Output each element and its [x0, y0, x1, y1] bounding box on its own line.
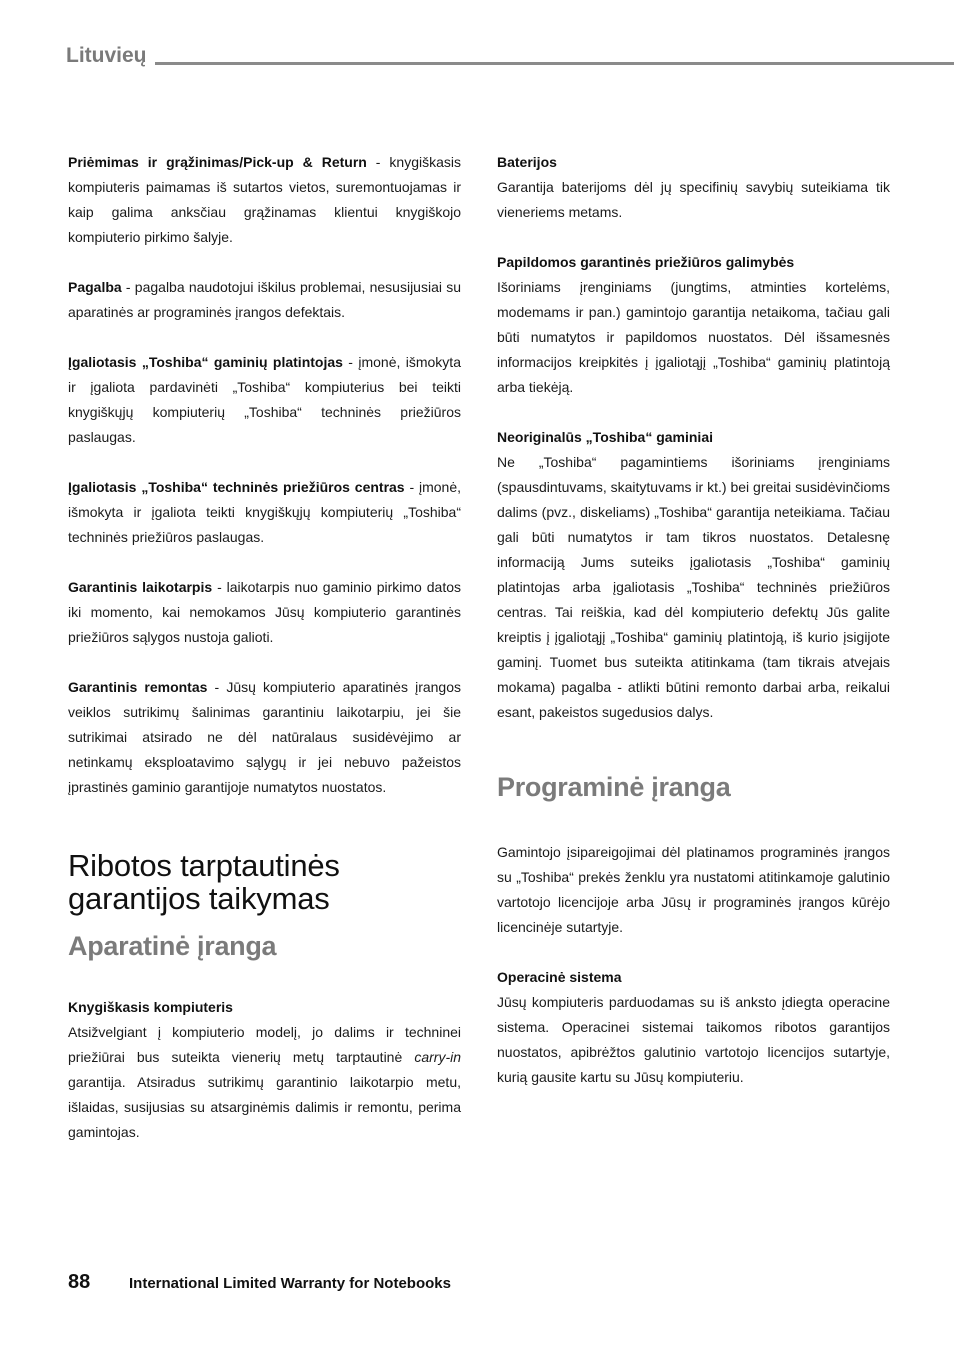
definition-text: - įmonė, išmokyta ir įgaliota teikti knygiškųjų kompiuterių „Toshiba“ techninės priežiūros paslaugas.: [68, 479, 461, 545]
header-rule: [155, 62, 954, 65]
definition-warranty-period: [68, 575, 461, 650]
left-column: [68, 150, 461, 1170]
definition-text: - laikotarpis nuo gaminio pirkimo datos iki momento, kai nemokamos Jūsų kompiuterio garantinės priežiūros sąlygos nustoja galioti.: [68, 579, 461, 645]
definition-term: Įgaliotasis „Toshiba“ gaminių platintojas: [68, 354, 343, 370]
additional-options-text: Išoriniams įrenginiams (jungtims, atminties kortelėms, modemams ir pan.) gamintojo garantija netaikoma, tačiau gali būti numatytos ir papildomos nuostatos. Dėl išsamesnės informacijos kreipkitės į įgaliotąjį „Toshiba“ gaminių platintoją arba tiekėją.: [497, 279, 890, 395]
section-language-label: Lituvieų: [66, 44, 147, 67]
software-heading: Programinė įranga: [497, 772, 731, 802]
footer-title: International Limited Warranty for Notebooks: [129, 1275, 451, 1292]
definition-term: Priėmimas ir grąžinimas/Pick-up & Return: [68, 154, 367, 170]
os-text: Jūsų kompiuteris parduodamas su iš anksto įdiegta operacine sistema. Operacinei sistemai taikomos ribotos garantijos nuostatos, apibrėžtos galutinio vartotojo licencijos sutartyje, kurią gausite kartu su Jūsų kompiuteriu.: [497, 994, 890, 1085]
non-original-title: Neoriginalūs „Toshiba“ gaminiai: [497, 429, 713, 445]
definition-text: - įmonė, išmokyta ir įgaliota pardavinėti „Toshiba“ kompiuterius bei teikti knygiškųjų kompiuterių „Toshiba“ techninės priežiūros paslaugas.: [68, 354, 461, 445]
batteries-text: Garantija baterijoms dėl jų specifinių savybių suteikiama tik vieneriems metams.: [497, 179, 890, 220]
software-text: Gamintojo įsipareigojimai dėl platinamos programinės įrangos su „Toshiba“ prekės ženklu yra nustatomi atitinkamoje galutinio vartotojo licencijoje arba Jūsų ir programinės įrangos kūrėjo licencinėje sutartyje.: [497, 844, 890, 935]
hardware-subheading: Aparatinė įranga: [68, 931, 277, 961]
notebook-text-start: Atsižvelgiant į kompiuterio modelį, jo dalims ir techninei priežiūrai bus suteikta vienerių metų tarptautinė: [68, 1024, 461, 1065]
batteries-title: Baterijos: [497, 154, 557, 170]
definition-text: - Jūsų kompiuterio aparatinės įrangos veiklos sutrikimų šalinimas garantiniu laikotarpiu, jei šie sutrikimai atsirado ne dėl natūralaus susidėvėjimo ar netinkamų eksploatavimo sąlygų ir jei nebuvo pažeistos įprastinės gaminio garantijoje numatytos nuostatos.: [68, 679, 461, 795]
notebook-text-emphasis: carry-in: [414, 1049, 461, 1065]
definition-support: [68, 275, 461, 325]
definition-text: - pagalba naudotojui iškilus problemai, nesusijusiai su aparatinės ar programinės įrangos defektais.: [68, 279, 461, 320]
definition-term: Įgaliotasis „Toshiba“ techninės priežiūros centras: [68, 479, 405, 495]
os-title: Operacinė sistema: [497, 969, 622, 985]
definition-term: Garantinis remontas: [68, 679, 208, 695]
heading-line-1: Ribotos tarptautinės: [68, 848, 340, 883]
notebook-text-end: garantija. Atsiradus sutrikimų garantinio laikotarpio metu, išlaidas, susijusias su atsarginėmis dalimis ir remontu, perima gamintojas.: [68, 1074, 461, 1140]
right-column: [497, 150, 890, 1115]
additional-options-title: Papildomos garantinės priežiūros galimybės: [497, 254, 795, 270]
heading-line-2: garantijos taikymas: [68, 881, 330, 916]
definition-text: - knygiškasis kompiuteris paimamas iš sutartos vietos, suremontuojamas ir kaip galima anksčiau grąžinamas klientui knygiškojo kompiuterio pirkimo šalyje.: [68, 154, 461, 245]
notebook-title: Knygiškasis kompiuteris: [68, 999, 233, 1015]
definition-term: Garantinis laikotarpis: [68, 579, 213, 595]
notebook-text: [68, 1020, 461, 1145]
page-number: 88: [68, 1271, 91, 1293]
definition-service-center: [68, 475, 461, 550]
definition-warranty-repair: [68, 675, 461, 800]
definition-term: Pagalba: [68, 279, 122, 295]
non-original-text: Ne „Toshiba“ pagamintiems išoriniams įrenginiams (spausdintuvams, skaitytuvams ir kt.) bei greitai susidėvinčioms dalims (pvz., diskeliams) „Toshiba“ garantija neteikiama. Tačiau gali būti numatytos ir tam tikros nuostatos. Detalesnę informaciją Jums suteiks įgaliotasis „Toshiba“ gaminių platintojas arba įgaliotasis „Toshiba“ techninės priežiūros centras. Tai reiškia, kad dėl kompiuterio defektų Jūs galite kreiptis į įgaliotąjį „Toshiba“ gaminių platintoją, iš kurio įsigijote gaminį. Tuomet bus suteikta atitinkama (tam tikrais atvejais mokama) pagalba - atlikti būtini remonto darbai arba, reikalui esant, pakeistos sugedusios dalys.: [497, 454, 890, 720]
section-heading: [68, 849, 461, 915]
definition-pickup-return: [68, 150, 461, 250]
definition-authorized-dealer: [68, 350, 461, 450]
